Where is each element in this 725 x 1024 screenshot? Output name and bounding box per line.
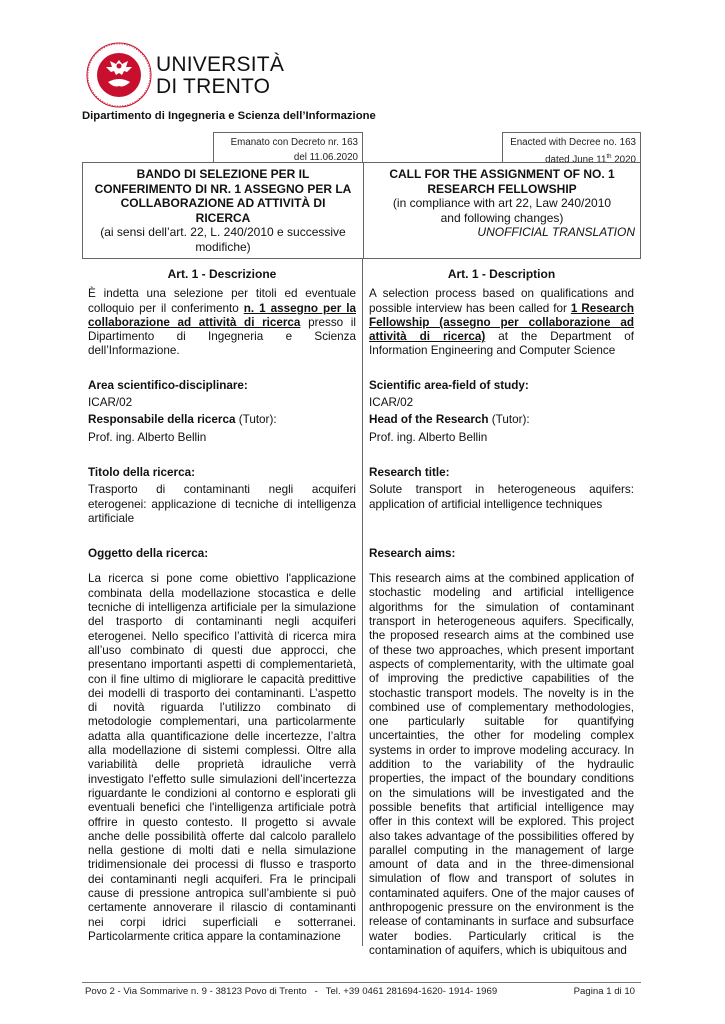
title-it-subtitle: (ai sensi dell’art. 22, L. 240/2010 e successive modifiche) xyxy=(100,225,346,254)
footer-address: Povo 2 - Via Sommarive n. 9 - 38123 Povo di Trento - Tel. +39 0461 281694-1620- 1914- 1969 xyxy=(85,986,498,997)
area-value-it: ICAR/02 xyxy=(88,396,133,410)
tutor-label-en-text: Head of the Research xyxy=(369,413,489,427)
tutor-label-en xyxy=(369,413,634,427)
research-aims-label-en: Research aims: xyxy=(369,546,456,560)
intro-it xyxy=(88,287,356,358)
tutor-suffix-en: (Tutor): xyxy=(488,413,530,427)
title-en-heading: CALL FOR THE ASSIGNMENT OF NO. 1 RESEARCH FELLOWSHIP xyxy=(389,167,615,196)
tutor-value-it: Prof. ing. Alberto Bellin xyxy=(88,430,207,444)
article-title-it: Art. 1 - Descrizione xyxy=(167,267,277,281)
research-title-value-en: Solute transport in heterogeneous aquifers: application of artificial intelligence techniques xyxy=(369,483,634,511)
column-divider xyxy=(362,258,363,946)
university-name xyxy=(156,54,284,98)
decree-box-it xyxy=(213,132,363,163)
tutor-value-en: Prof. ing. Alberto Bellin xyxy=(369,430,488,444)
intro-it-text-end: presso il Dipartimento di Ingegneria e Scienza dell’Informazione. xyxy=(88,315,356,358)
intro-en-text-end: at the Department of Information Engineering and Computer Science xyxy=(369,330,634,358)
english-column xyxy=(369,267,634,958)
decree-it-line1: Emanato con Decreto nr. 163 xyxy=(230,137,358,148)
title-it xyxy=(87,167,359,254)
italian-column xyxy=(88,267,356,944)
area-label-it: Area scientifico-disciplinare: xyxy=(88,378,248,392)
intro-it-emphasis: n. 1 assegno per la collaborazione ad attività di ricerca xyxy=(88,301,356,329)
footer-divider xyxy=(82,982,641,983)
tutor-label-it xyxy=(88,413,356,427)
title-divider xyxy=(363,163,364,258)
research-aims-text-en: This research aims at the combined application of stochastic modeling and artificial intelligence algorithms for the simulation of contaminant transport in heterogeneous aquifers. Specifically, the proposed research aims at the combined use of these two approaches, which present important aspects of complementarity, with the ultimate goal of improving the predictive capabilities of the stochastic transport models. The novelty is in the combined use of complementary methodologies, one particularly suitable for quantifying uncertainties, the other for modeling complex systems in order to improve modeling accuracy. In addition to the variability of the hydraulic properties, the impact of the boundary conditions on the simulations will be investigated and the possible benefits that artificial intelligence may offer in this context will be explored. This project also takes advantage of the possibilities offered by parallel computing in the management of large amount of data and in the three-dimensional simulation of flow and transport of solutes in contaminated aquifers. One of the major causes of anthropogenic pressure on the environment is the release of contaminants in surface and subsurface water bodies. Particularly critical is the contamination of aquifers, which is ubiquitous and xyxy=(369,572,634,957)
department-name: Dipartimento di Ingegneria e Scienza dell’Informazione xyxy=(82,110,376,122)
area-label-en: Scientific area-field of study: xyxy=(369,378,529,392)
decree-box-en xyxy=(502,132,641,166)
decree-it-line2: del 11.06.2020 xyxy=(293,152,358,163)
intro-it-text: È indetta una selezione per titoli ed eventuale colloquio per il conferimento xyxy=(88,287,356,315)
intro-en xyxy=(369,287,634,358)
unofficial-translation-note: UNOFFICIAL TRANSLATION xyxy=(477,225,635,239)
page-number: Pagina 1 di 10 xyxy=(573,986,635,997)
area-value-en: ICAR/02 xyxy=(369,396,414,410)
decree-en-year: 2020 xyxy=(611,154,636,166)
tutor-suffix-it: (Tutor): xyxy=(235,413,277,427)
research-title-label-en: Research title: xyxy=(369,465,450,479)
title-it-heading: BANDO DI SELEZIONE PER IL CONFERIMENTO DI NR. 1 ASSEGNO PER LA COLLABORAZIONE AD ATTIVITÀ DI RICERCA xyxy=(94,167,352,225)
research-title-label-it: Titolo della ricerca: xyxy=(88,465,195,479)
article-title-en: Art. 1 - Description xyxy=(447,267,556,281)
decree-en-line1: Enacted with Decree no. 163 xyxy=(510,137,636,148)
research-title-value-it: Trasporto di contaminanti negli acquiferi eterogenei: applicazione di tecniche di intelligenza artificiale xyxy=(88,483,356,525)
university-seal-icon xyxy=(86,42,152,108)
intro-en-text: A selection process based on qualifications and possible interview has been called for xyxy=(369,287,634,315)
title-box xyxy=(82,162,641,259)
university-logo xyxy=(86,42,286,112)
research-object-label-it: Oggetto della ricerca: xyxy=(88,547,209,561)
decree-en-date: dated June 11 xyxy=(545,154,607,166)
decree-en-date-sup: th xyxy=(606,154,612,160)
tutor-label-it-text: Responsabile della ricerca xyxy=(88,413,236,427)
university-name-line1: UNIVERSITÀ xyxy=(156,53,285,76)
university-name-line2: DI TRENTO xyxy=(156,75,271,98)
intro-en-emphasis: 1 Research Fellowship (assegno per collaborazione ad attività di ricerca) xyxy=(369,301,634,344)
research-object-text-it: La ricerca si pone come obiettivo l'applicazione combinata della modellazione stocastica e delle tecniche di intelligenza artificiale per la simulazione del trasporto di contaminanti negli acquiferi eterogenei. Nello specifico l’attività di ricerca mira all’uso combinato di questi due approcci, che presentano importanti aspetti di complementarietà, con il fine ultimo di migliorare le capacità predittive dei modelli di trasporto dei contaminanti. L’aspetto di novità riguarda l’utilizzo combinato di metodologie complementari, una particolarmente adatta alla quantificazione delle incertezze, l’altra alla modellazione di sistemi complessi. Oltre alla variabilità delle proprietà idrauliche verrà investigato l'effetto sulle simulazioni dell’incertezza riguardante le condizioni al contorno e esplorati gli eventuali benefici che l'intelligenza artificiale potrà offrire in questo contesto. Il progetto si avvale anche delle possibilità offerte dal calcolo parallelo nella gestione di molti dati e nella simulazione tridimensionale dei processi di flusso e trasporto dei contaminanti negli acquiferi. Fra le principali cause di pressione antropica sull’ambiente si può certamente annoverare il rilascio di contaminanti nei corpi idrici superficiali e sotterranei. Particolarmente critica appare la contaminazione xyxy=(88,572,356,943)
title-en-subtitle: (in compliance with art 22, Law 240/2010 and following changes) xyxy=(392,196,612,225)
title-en xyxy=(369,167,635,240)
